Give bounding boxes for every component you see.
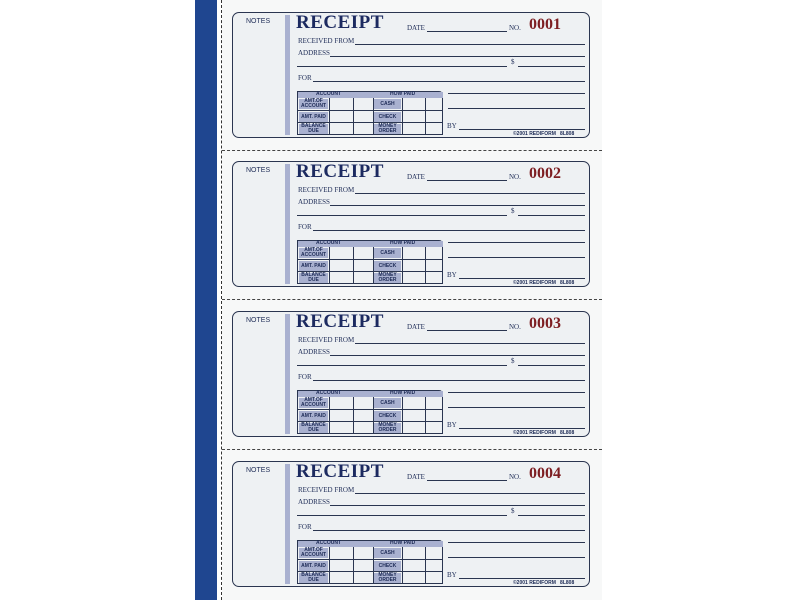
receipt-number: 0003 — [529, 315, 561, 332]
received-from-field[interactable] — [355, 44, 585, 45]
for-label: FOR — [298, 223, 312, 231]
for-label: FOR — [298, 74, 312, 82]
receipt-form — [232, 461, 590, 587]
copyright — [513, 280, 574, 286]
no-label: NO. — [509, 173, 521, 181]
by-field[interactable] — [459, 428, 585, 429]
notes-line[interactable] — [448, 557, 585, 558]
how-paid-header: HOW PAID — [390, 91, 416, 97]
date-label: DATE — [407, 24, 425, 32]
notes-line[interactable] — [448, 108, 585, 109]
perforation — [222, 299, 602, 300]
notes-line[interactable] — [448, 392, 585, 393]
table-divider — [373, 397, 374, 434]
money-order-label: MONEY ORDER — [374, 273, 401, 283]
notes-line[interactable] — [448, 242, 585, 243]
how-paid-header: HOW PAID — [390, 540, 416, 546]
dollar-label: $ — [511, 207, 515, 215]
table-row — [298, 259, 443, 271]
cash-label: CASH — [374, 99, 401, 109]
for-field[interactable] — [313, 530, 585, 531]
receipt-number: 0004 — [529, 465, 561, 482]
table-divider — [353, 247, 354, 284]
notes-label: NOTES — [246, 467, 271, 474]
copyright-text: ©2001 REDIFORM — [513, 131, 556, 137]
check-label: CHECK — [374, 561, 401, 571]
received-from-label: RECEIVED FROM — [298, 186, 355, 194]
received-from-field[interactable] — [355, 493, 585, 494]
amount-field[interactable] — [518, 215, 585, 216]
by-label: BY — [447, 571, 457, 579]
receipt-form — [232, 12, 590, 138]
received-from-label: RECEIVED FROM — [298, 336, 355, 344]
by-label: BY — [447, 271, 457, 279]
received-from-label: RECEIVED FROM — [298, 37, 355, 45]
table-row — [298, 547, 443, 559]
table-divider — [329, 397, 330, 434]
table-divider — [373, 247, 374, 284]
address-field-2[interactable] — [297, 365, 507, 366]
address-field-2[interactable] — [297, 215, 507, 216]
date-label: DATE — [407, 323, 425, 331]
copyright-text: ©2001 REDIFORM — [513, 430, 556, 436]
receipt-title: RECEIPT — [296, 311, 384, 332]
receipt-number: 0001 — [529, 16, 561, 33]
divider-bar — [285, 464, 290, 584]
account-header: ACCOUNT — [316, 240, 341, 246]
received-from-field[interactable] — [355, 193, 585, 194]
amt-paid-label: AMT. PAID — [299, 261, 328, 271]
copyright — [513, 580, 574, 586]
account-header: ACCOUNT — [316, 540, 341, 546]
balance-due-label: BALANCE DUE — [299, 573, 328, 583]
table-row — [298, 98, 443, 110]
amt-of-account-label: AMT.OF ACCOUNT — [301, 397, 326, 408]
table-divider — [402, 247, 403, 284]
money-order-label: MONEY ORDER — [374, 573, 401, 583]
table-row — [298, 271, 443, 283]
notes-line[interactable] — [448, 407, 585, 408]
table-divider — [329, 247, 330, 284]
payment-table — [297, 540, 443, 584]
table-divider — [402, 98, 403, 135]
address-field-2[interactable] — [297, 66, 507, 67]
cash-label: CASH — [374, 248, 401, 258]
copyright — [513, 131, 574, 137]
date-label: DATE — [407, 173, 425, 181]
table-divider — [425, 397, 426, 434]
address-field[interactable] — [330, 205, 585, 206]
date-field[interactable] — [427, 31, 507, 32]
notes-line[interactable] — [448, 257, 585, 258]
address-label: ADDRESS — [298, 348, 330, 356]
account-header: ACCOUNT — [316, 390, 341, 396]
amount-field[interactable] — [518, 515, 585, 516]
amt-paid-label: AMT. PAID — [299, 411, 328, 421]
table-divider — [353, 98, 354, 135]
by-field[interactable] — [459, 278, 585, 279]
amount-field[interactable] — [518, 66, 585, 67]
amt-paid-label: AMT. PAID — [299, 112, 328, 122]
notes-label: NOTES — [246, 317, 271, 324]
perforation — [222, 449, 602, 450]
address-field[interactable] — [330, 505, 585, 506]
table-divider — [402, 547, 403, 584]
table-row — [298, 559, 443, 571]
cash-label: CASH — [374, 398, 401, 408]
table-divider — [373, 547, 374, 584]
table-divider — [425, 247, 426, 284]
no-label: NO. — [509, 473, 521, 481]
money-order-label: MONEY ORDER — [374, 124, 401, 134]
by-label: BY — [447, 122, 457, 130]
form-code: 8L808 — [560, 131, 575, 137]
check-label: CHECK — [374, 112, 401, 122]
divider-bar — [285, 314, 290, 434]
copyright — [513, 430, 574, 436]
table-divider — [329, 98, 330, 135]
for-field[interactable] — [313, 380, 585, 381]
form-code: 8L808 — [560, 280, 575, 286]
for-label: FOR — [298, 373, 312, 381]
date-field[interactable] — [427, 180, 507, 181]
perforation-vertical — [221, 0, 222, 600]
for-field[interactable] — [313, 230, 585, 231]
receipt-title: RECEIPT — [296, 461, 384, 482]
amt-of-account-label: AMT.OF ACCOUNT — [301, 98, 326, 109]
table-row — [298, 421, 443, 433]
table-row — [298, 122, 443, 134]
balance-due-label: BALANCE DUE — [299, 124, 328, 134]
table-divider — [329, 547, 330, 584]
dollar-label: $ — [511, 58, 515, 66]
table-row — [298, 397, 443, 409]
table-row — [298, 409, 443, 421]
no-label: NO. — [509, 323, 521, 331]
table-divider — [353, 397, 354, 434]
amt-of-account-label: AMT.OF ACCOUNT — [301, 547, 326, 558]
address-field-2[interactable] — [297, 515, 507, 516]
date-field[interactable] — [427, 330, 507, 331]
account-header: ACCOUNT — [316, 91, 341, 97]
date-field[interactable] — [427, 480, 507, 481]
divider-bar — [285, 164, 290, 284]
by-field[interactable] — [459, 129, 585, 130]
table-row — [298, 247, 443, 259]
address-label: ADDRESS — [298, 198, 330, 206]
table-divider — [353, 547, 354, 584]
receipt-title: RECEIPT — [296, 12, 384, 33]
address-field[interactable] — [330, 56, 585, 57]
table-row — [298, 110, 443, 122]
dollar-label: $ — [511, 507, 515, 515]
money-order-label: MONEY ORDER — [374, 423, 401, 433]
for-label: FOR — [298, 523, 312, 531]
received-from-label: RECEIVED FROM — [298, 486, 355, 494]
binding-strip — [195, 0, 217, 600]
cash-label: CASH — [374, 548, 401, 558]
receipt-title: RECEIPT — [296, 161, 384, 182]
by-label: BY — [447, 421, 457, 429]
notes-label: NOTES — [246, 18, 271, 25]
notes-line[interactable] — [448, 93, 585, 94]
table-divider — [425, 98, 426, 135]
payment-table — [297, 240, 443, 284]
check-label: CHECK — [374, 261, 401, 271]
copyright-text: ©2001 REDIFORM — [513, 280, 556, 286]
form-code: 8L808 — [560, 580, 575, 586]
receipt-number: 0002 — [529, 165, 561, 182]
form-code: 8L808 — [560, 430, 575, 436]
amt-paid-label: AMT. PAID — [299, 561, 328, 571]
balance-due-label: BALANCE DUE — [299, 273, 328, 283]
date-label: DATE — [407, 473, 425, 481]
table-row — [298, 571, 443, 583]
received-from-field[interactable] — [355, 343, 585, 344]
address-label: ADDRESS — [298, 498, 330, 506]
amount-field[interactable] — [518, 365, 585, 366]
table-divider — [425, 547, 426, 584]
notes-line[interactable] — [448, 542, 585, 543]
how-paid-header: HOW PAID — [390, 390, 416, 396]
balance-due-label: BALANCE DUE — [299, 423, 328, 433]
by-field[interactable] — [459, 578, 585, 579]
table-divider — [402, 397, 403, 434]
address-field[interactable] — [330, 355, 585, 356]
receipt-form — [232, 311, 590, 437]
payment-table — [297, 390, 443, 434]
copyright-text: ©2001 REDIFORM — [513, 580, 556, 586]
how-paid-header: HOW PAID — [390, 240, 416, 246]
for-field[interactable] — [313, 81, 585, 82]
receipt-form — [232, 161, 590, 287]
amt-of-account-label: AMT.OF ACCOUNT — [301, 247, 326, 258]
dollar-label: $ — [511, 357, 515, 365]
perforation — [222, 150, 602, 151]
table-divider — [373, 98, 374, 135]
no-label: NO. — [509, 24, 521, 32]
payment-table — [297, 91, 443, 135]
notes-label: NOTES — [246, 167, 271, 174]
divider-bar — [285, 15, 290, 135]
check-label: CHECK — [374, 411, 401, 421]
address-label: ADDRESS — [298, 49, 330, 57]
